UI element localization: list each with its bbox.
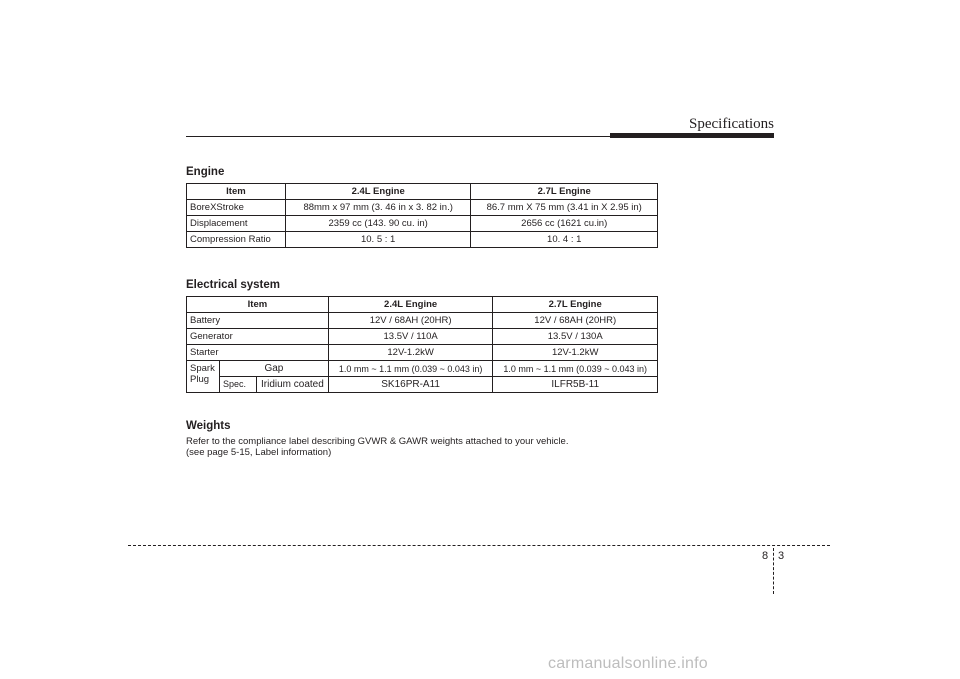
electrical-spec-table xyxy=(186,296,658,393)
row-label: Displacement xyxy=(187,216,286,232)
table-cell: 13.5V / 130A xyxy=(493,329,658,345)
table-cell: 1.0 mm ~ 1.1 mm (0.039 ~ 0.043 in) xyxy=(493,361,658,377)
table-cell: SK16PR-A11 xyxy=(328,377,493,393)
table-row xyxy=(187,377,658,393)
header-rule xyxy=(186,136,610,137)
engine-section-title: Engine xyxy=(186,166,225,178)
table-header-row xyxy=(187,297,658,313)
spec-type: Iridium coated xyxy=(256,377,328,393)
table-row xyxy=(187,361,658,377)
footer-rule xyxy=(128,545,830,546)
row-label: Battery xyxy=(187,313,329,329)
table-row xyxy=(187,329,658,345)
table-row xyxy=(187,216,658,232)
chapter-number: 8 xyxy=(762,550,769,562)
spark-plug-label: Spark Plug xyxy=(187,361,220,393)
table-cell: 88mm x 97 mm (3. 46 in x 3. 82 in.) xyxy=(285,200,471,216)
table-cell: 86.7 mm X 75 mm (3.41 in X 2.95 in) xyxy=(471,200,658,216)
table-cell: 13.5V / 110A xyxy=(328,329,493,345)
row-label: Compression Ratio xyxy=(187,232,286,248)
table-header-row xyxy=(187,184,658,200)
spec-label: Spec. xyxy=(219,377,256,393)
column-header: 2.4L Engine xyxy=(285,184,471,200)
row-label: Generator xyxy=(187,329,329,345)
table-cell: 2656 cc (1621 cu.in) xyxy=(471,216,658,232)
row-label: BoreXStroke xyxy=(187,200,286,216)
engine-spec-table xyxy=(186,183,658,248)
weights-text-line2: (see page 5-15, Label information) xyxy=(186,447,332,458)
page-header-title: Specifications xyxy=(689,116,774,132)
table-cell: 12V-1.2kW xyxy=(493,345,658,361)
table-cell: 12V / 68AH (20HR) xyxy=(328,313,493,329)
table-cell: 10. 4 : 1 xyxy=(471,232,658,248)
row-label: Starter xyxy=(187,345,329,361)
column-header: 2.7L Engine xyxy=(471,184,658,200)
table-row xyxy=(187,345,658,361)
column-header: 2.7L Engine xyxy=(493,297,658,313)
table-row xyxy=(187,200,658,216)
watermark: carmanualsonline.info xyxy=(548,655,708,672)
table-cell: 10. 5 : 1 xyxy=(285,232,471,248)
weights-section-title: Weights xyxy=(186,420,231,432)
page-number-divider xyxy=(773,548,774,594)
column-header: Item xyxy=(187,184,286,200)
table-cell: 12V / 68AH (20HR) xyxy=(493,313,658,329)
table-cell: 12V-1.2kW xyxy=(328,345,493,361)
gap-label: Gap xyxy=(219,361,328,377)
table-cell: ILFR5B-11 xyxy=(493,377,658,393)
weights-text-line1: Refer to the compliance label describing GVWR & GAWR weights attached to your vehicle. xyxy=(186,436,569,447)
table-cell: 1.0 mm ~ 1.1 mm (0.039 ~ 0.043 in) xyxy=(328,361,493,377)
column-header: Item xyxy=(187,297,329,313)
table-row xyxy=(187,232,658,248)
electrical-section-title: Electrical system xyxy=(186,279,280,291)
column-header: 2.4L Engine xyxy=(328,297,493,313)
table-row xyxy=(187,313,658,329)
page-number: 3 xyxy=(778,550,785,562)
header-rule-accent xyxy=(610,133,774,138)
table-cell: 2359 cc (143. 90 cu. in) xyxy=(285,216,471,232)
